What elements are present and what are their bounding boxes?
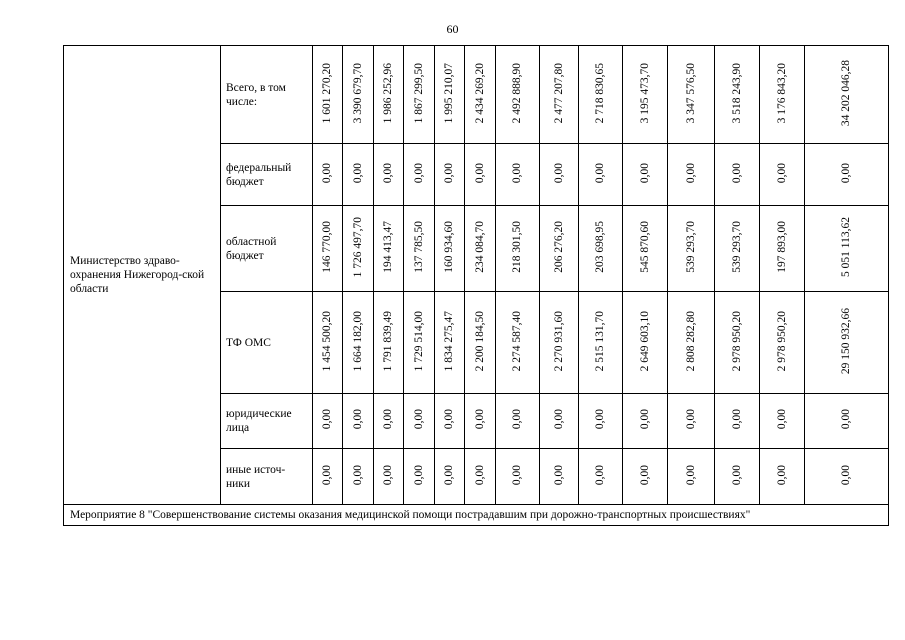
value-cell: 5 051 113,62 — [840, 217, 852, 277]
page-number: 60 — [446, 22, 459, 36]
value-cell: 0,00 — [552, 162, 565, 184]
value-cell: 0,00 — [684, 162, 697, 184]
value-cell: 0,00 — [382, 464, 394, 486]
value-cell: 1 664 182,00 — [351, 310, 364, 372]
value-cell: 146 770,00 — [321, 221, 333, 273]
value-cell: 0,00 — [443, 162, 455, 184]
value-cell: 0,00 — [840, 409, 852, 430]
value-cell: 0,00 — [775, 409, 788, 430]
value-cell: 0,00 — [351, 409, 364, 430]
value-cell: 539 293,70 — [730, 221, 743, 273]
value-cell: 0,00 — [321, 409, 333, 430]
value-cell: 1 601 270,20 — [321, 62, 333, 124]
value-cell: 3 390 679,70 — [351, 62, 364, 124]
value-cell: 0,00 — [730, 409, 743, 430]
value-cell: 2 649 603,10 — [638, 310, 651, 372]
value-cell: 0,00 — [730, 162, 743, 184]
value-cell: 2 978 950,20 — [730, 310, 743, 372]
value-cell: 2 477 207,80 — [552, 62, 565, 124]
value-cell: 234 084,70 — [473, 221, 486, 273]
value-cell: 1 791 839,49 — [382, 310, 394, 372]
budget-table — [63, 45, 889, 526]
organization-cell: Министерство здраво-охранения Нижегород-ской области — [64, 46, 221, 505]
value-cell: 1 726 497,70 — [351, 216, 364, 278]
row-label: юридические лица — [221, 394, 313, 449]
row-label: федеральный бюджет — [221, 144, 313, 206]
value-cell: 0,00 — [594, 409, 606, 430]
value-cell: 0,00 — [552, 464, 565, 486]
value-cell: 0,00 — [321, 162, 333, 184]
value-cell: 0,00 — [382, 162, 394, 184]
value-cell: 1 834 275,47 — [443, 310, 455, 372]
row-footer — [64, 505, 889, 526]
value-cell: 0,00 — [552, 409, 565, 430]
value-cell: 0,00 — [594, 162, 606, 184]
row-label: Всего, в том числе: — [221, 46, 313, 144]
measure-title: Мероприятие 8 "Совершенствование системы оказания медицинской помощи пострадавшим при дорожно-транспортных происшествиях" — [64, 505, 889, 526]
value-cell: 0,00 — [775, 162, 788, 184]
row-label: областной бюджет — [221, 206, 313, 292]
value-cell: 0,00 — [473, 162, 486, 184]
value-cell: 0,00 — [775, 464, 788, 486]
value-cell: 0,00 — [412, 464, 425, 486]
value-cell: 2 718 830,65 — [594, 62, 606, 124]
value-cell: 545 870,60 — [638, 221, 651, 273]
value-cell: 0,00 — [473, 464, 486, 486]
value-cell: 0,00 — [638, 464, 651, 486]
value-cell: 2 978 950,20 — [775, 310, 788, 372]
value-cell: 0,00 — [684, 409, 697, 430]
row-label: иные источ-ники — [221, 449, 313, 505]
value-cell: 3 176 843,20 — [775, 62, 788, 124]
value-cell: 29 150 932,66 — [840, 307, 852, 375]
value-cell: 0,00 — [382, 409, 394, 430]
value-cell: 137 785,50 — [412, 221, 425, 273]
value-cell: 3 195 473,70 — [638, 62, 651, 124]
value-cell: 0,00 — [473, 409, 486, 430]
value-cell: 0,00 — [443, 409, 455, 430]
value-cell: 3 347 576,50 — [684, 62, 697, 124]
value-cell: 2 274 587,40 — [511, 310, 523, 372]
value-cell: 0,00 — [511, 162, 523, 184]
row-total — [64, 46, 889, 144]
row-label: ТФ ОМС — [221, 292, 313, 394]
value-cell: 2 492 888,90 — [511, 62, 523, 124]
value-cell: 0,00 — [351, 162, 364, 184]
value-cell: 0,00 — [594, 464, 606, 486]
value-cell: 0,00 — [730, 464, 743, 486]
value-cell: 1 986 252,96 — [382, 62, 394, 124]
value-cell: 539 293,70 — [684, 221, 697, 273]
value-cell: 0,00 — [684, 464, 697, 486]
value-cell: 3 518 243,90 — [730, 62, 743, 124]
value-cell: 0,00 — [638, 409, 651, 430]
value-cell: 2 808 282,80 — [684, 310, 697, 372]
value-cell: 206 276,20 — [552, 221, 565, 273]
value-cell: 0,00 — [351, 464, 364, 486]
value-cell: 1 995 210,07 — [443, 62, 455, 124]
value-cell: 34 202 046,28 — [840, 59, 852, 127]
value-cell: 1 867 299,50 — [412, 62, 425, 124]
value-cell: 0,00 — [412, 162, 425, 184]
value-cell: 194 413,47 — [382, 221, 394, 273]
value-cell: 0,00 — [443, 464, 455, 486]
value-cell: 1 729 514,00 — [412, 310, 425, 372]
value-cell: 0,00 — [511, 464, 523, 486]
value-cell: 0,00 — [840, 162, 852, 184]
value-cell: 2 515 131,70 — [594, 310, 606, 372]
value-cell: 0,00 — [840, 464, 852, 486]
value-cell: 0,00 — [638, 162, 651, 184]
value-cell: 203 698,95 — [594, 221, 606, 273]
value-cell: 2 200 184,50 — [473, 310, 486, 372]
value-cell: 0,00 — [321, 464, 333, 486]
value-cell: 197 893,00 — [775, 221, 788, 273]
value-cell: 218 301,50 — [511, 221, 523, 273]
value-cell: 0,00 — [412, 409, 425, 430]
value-cell: 0,00 — [511, 409, 523, 430]
value-cell: 160 934,60 — [443, 221, 455, 273]
value-cell: 1 454 500,20 — [321, 310, 333, 372]
value-cell: 2 270 931,60 — [552, 310, 565, 372]
value-cell: 2 434 269,20 — [473, 62, 486, 124]
